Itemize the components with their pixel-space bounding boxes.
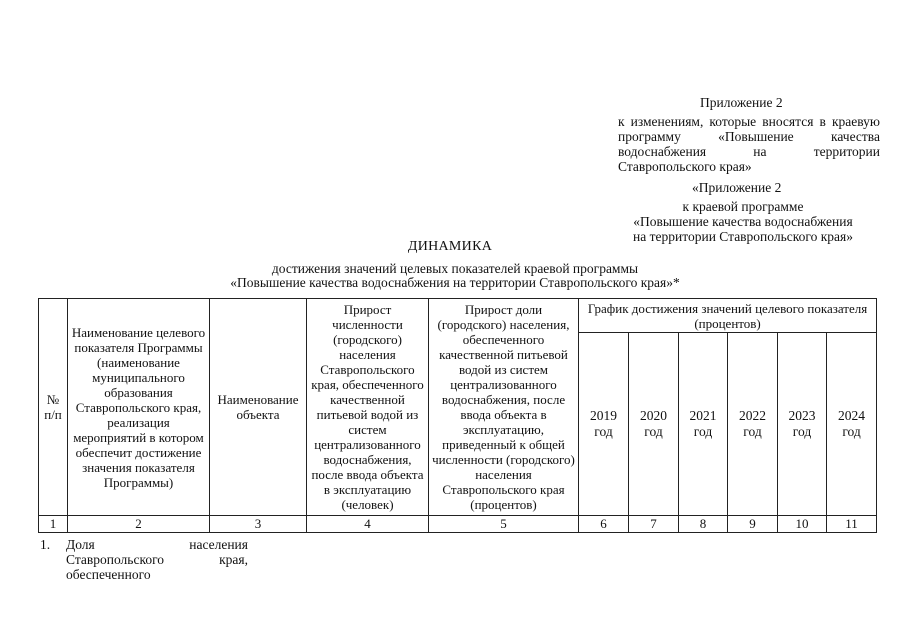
header-year-2021: 2021 год xyxy=(679,333,728,516)
column-number: 8 xyxy=(679,516,728,533)
annex-description-2-line2: «Повышение качества водоснабжения xyxy=(633,214,853,229)
header-schedule: График достижения значений целевого показателя (процентов) xyxy=(579,299,877,333)
header-share: Прирост доли (городского) населения, обеспеченного качественной питьевой водой из систем централизованного водоснабжения, после ввода объекта в эксплуатацию, приведенный к общей численности (городского) населения Ставропольского края (процентов) xyxy=(429,299,579,516)
header-year-2019: 2019 год xyxy=(579,333,629,516)
header-year-2023: 2023 год xyxy=(778,333,827,516)
row-indicator-text: Доля населения Ставропольского края, обеспеченного xyxy=(66,537,248,582)
row-number: 1. xyxy=(40,537,51,552)
column-number: 11 xyxy=(827,516,877,533)
header-growth: Прирост численности (городского) населения Ставропольского края, обеспеченного качественной питьевой водой из систем централизованного водоснабжения, после ввода объекта в эксплуатацию (человек) xyxy=(307,299,429,516)
column-number: 2 xyxy=(68,516,210,533)
column-number: 10 xyxy=(778,516,827,533)
column-number: 5 xyxy=(429,516,579,533)
column-number: 4 xyxy=(307,516,429,533)
header-row-top xyxy=(39,299,877,333)
annex-description-2-line1: к краевой программе xyxy=(682,199,804,214)
column-number: 9 xyxy=(728,516,778,533)
subtitle-line1: достижения значений целевых показателей краевой программы xyxy=(271,261,639,276)
header-indicator: Наименование целевого показателя Программы (наименование муниципального образования Ставропольского края, реализация мероприятий в котором обеспечит достижение значения показателя Программы) xyxy=(68,299,210,516)
column-number: 3 xyxy=(210,516,307,533)
column-numbers-row xyxy=(39,516,877,533)
header-year-2022: 2022 год xyxy=(728,333,778,516)
header-year-2020: 2020 год xyxy=(629,333,679,516)
annex-description-2 xyxy=(605,199,881,244)
document-subtitle xyxy=(150,262,760,290)
subtitle-line2: «Повышение качества водоснабжения на территории Ставропольского края»* xyxy=(230,275,680,290)
column-number: 6 xyxy=(579,516,629,533)
header-object: Наименование объекта xyxy=(210,299,307,516)
column-number: 7 xyxy=(629,516,679,533)
document-title: ДИНАМИКА xyxy=(407,239,493,254)
annex-label: Приложение 2 xyxy=(700,95,783,110)
annex-description: к изменениям, которые вносятся в краевую программу «Повышение качества водоснабжения на территории Ставропольского края» xyxy=(618,114,880,174)
annex-description-2-line3: на территории Ставропольского края» xyxy=(633,229,853,244)
indicators-table xyxy=(38,298,877,533)
header-year-2024: 2024 год xyxy=(827,333,877,516)
column-number: 1 xyxy=(39,516,68,533)
header-num: № п/п xyxy=(39,299,68,516)
annex-label-2: «Приложение 2 xyxy=(692,180,782,195)
